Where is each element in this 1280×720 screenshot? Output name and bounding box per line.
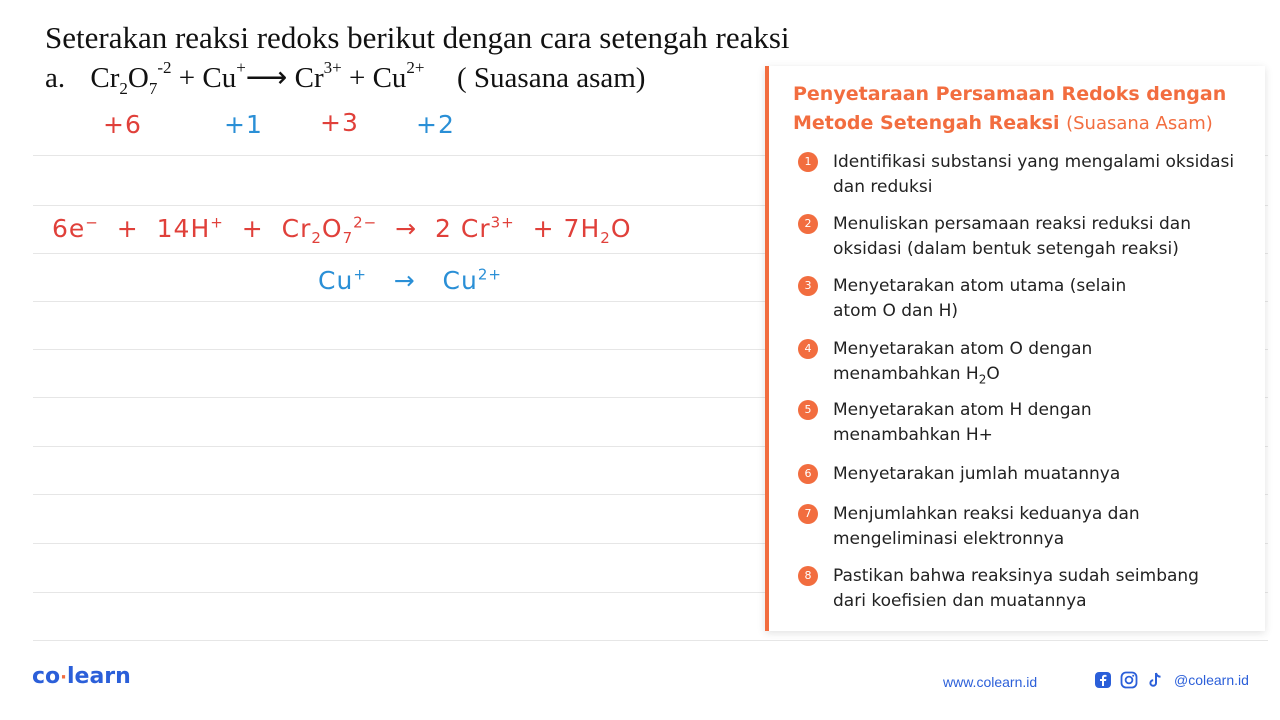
plus-sign: + — [178, 62, 196, 94]
steps-panel — [765, 66, 1265, 631]
dichromate: $Cr_2O_7^{-2}$ — [90, 58, 172, 98]
step-text: Menyetarakan jumlah muatannya — [833, 464, 1121, 484]
chromium-three: $Cr^{3+}$ — [294, 58, 342, 94]
facebook-icon[interactable] — [1094, 671, 1112, 689]
step-number-badge: 3 — [798, 276, 818, 296]
step-number-badge: 1 — [798, 152, 818, 172]
copper-two: $Cu^{2+}$ — [372, 58, 425, 94]
colearn-logo: co·learn — [32, 664, 131, 689]
tiktok-icon[interactable] — [1146, 671, 1164, 689]
ox-number-cr-three: +3 — [320, 108, 359, 137]
step-number-badge: 8 — [798, 566, 818, 586]
panel-title-subtitle: (Suasana Asam) — [1066, 113, 1213, 134]
condition-label: ( Suasana asam) — [457, 62, 646, 94]
ox-number-cu-plus: +1 — [224, 110, 263, 139]
step-number-badge: 7 — [798, 504, 818, 524]
copper-one: Cu+ — [202, 58, 246, 94]
problem-equation — [45, 58, 646, 98]
step-number-badge: 6 — [798, 464, 818, 484]
oxidation-half-reaction: Cu+ → $Cu^{2+}$ — [318, 265, 502, 295]
reaction-arrow: ⟶ — [245, 62, 288, 94]
step-number-badge: 5 — [798, 400, 818, 420]
step-text: Menjumlahkan reaksi keduanya dan mengeliminasi elektronnya — [833, 504, 1140, 549]
social-handle[interactable]: @colearn.id — [1174, 672, 1249, 688]
question-title: Seterakan reaksi redoks berikut dengan cara setengah reaksi — [45, 20, 790, 55]
step-text: Menyetarakan atom O dengan menambahkan $H_2O$ — [833, 339, 1093, 387]
step-number-badge: 2 — [798, 214, 818, 234]
social-links — [1094, 670, 1249, 690]
plus-sign: + — [348, 62, 366, 94]
panel-title-text: Penyetaraan Persamaan Redoks dengan Metode Setengah Reaksi — [793, 83, 1227, 134]
step-text: Menyetarakan atom H dengan menambahkan H+ — [833, 400, 1092, 445]
ox-number-cr: +6 — [103, 110, 142, 139]
ox-number-cu-two: +2 — [416, 110, 455, 139]
website-link[interactable]: www.colearn.id — [943, 674, 1038, 690]
problem-label: a. — [45, 62, 66, 94]
step-number-badge: 4 — [798, 339, 818, 359]
step-text: Menyetarakan atom utama (selain atom O dan H) — [833, 276, 1127, 321]
panel-title — [793, 80, 1253, 138]
reduction-half-reaction: $6e^- + 14H^+ + Cr_2O_7^{2-} \to 2$ $Cr^{3+} + 7H_2O$ — [52, 213, 632, 247]
step-text: Identifikasi substansi yang mengalami oksidasi dan reduksi — [833, 152, 1235, 197]
step-text: Menuliskan persamaan reaksi reduksi dan oksidasi (dalam bentuk setengah reaksi) — [833, 214, 1191, 259]
ruled-line — [33, 640, 1268, 641]
step-text: Pastikan bahwa reaksinya sudah seimbang dari koefisien dan muatannya — [833, 566, 1199, 611]
instagram-icon[interactable] — [1120, 671, 1138, 689]
